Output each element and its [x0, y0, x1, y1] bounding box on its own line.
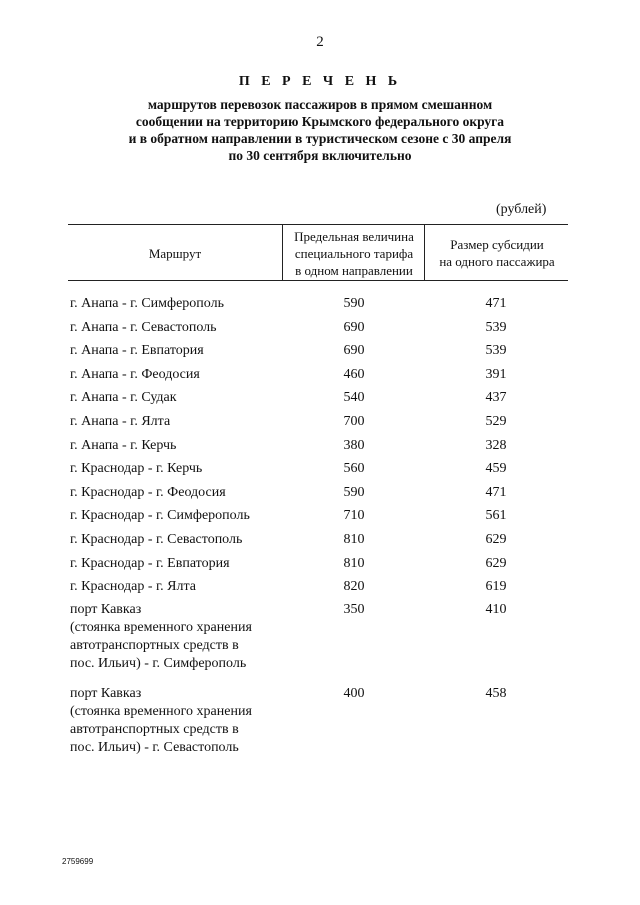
page-number: 2 [316, 34, 324, 50]
route-cell [70, 577, 284, 596]
header-tariff-line: в одном направлении [295, 262, 413, 278]
column-divider [282, 224, 283, 280]
route-line: автотранспортных средств в [70, 637, 239, 653]
tariff-cell: 810 [343, 555, 365, 571]
table-row [70, 530, 570, 549]
header-tariff-line: специального тарифа [294, 245, 414, 261]
table-row [70, 577, 570, 596]
table-row [70, 436, 570, 455]
table-row [70, 506, 570, 525]
table-row [70, 365, 570, 384]
tariff-cell: 690 [343, 343, 365, 359]
header-subsidy-line: на одного пассажира [439, 254, 555, 269]
route-line: (стоянка временного хранения [70, 619, 252, 635]
route-cell [70, 388, 284, 407]
route-line: пос. Ильич) - г. Симферополь [70, 655, 247, 671]
route-line: г. Анапа - г. Евпатория [70, 343, 204, 359]
subsidy-cell: 539 [485, 319, 507, 335]
tariff-cell: 460 [343, 366, 365, 382]
route-line: автотранспортных средств в [70, 721, 239, 737]
route-cell [70, 412, 284, 431]
route-line: г. Анапа - г. Керчь [70, 437, 177, 453]
tariff-cell: 400 [343, 685, 365, 701]
route-line: (стоянка временного хранения [70, 703, 252, 719]
column-divider [424, 224, 425, 280]
subsidy-cell: 437 [485, 390, 507, 406]
tariff-cell: 810 [343, 531, 365, 547]
route-cell [70, 436, 284, 455]
table-row [70, 412, 570, 431]
subtitle-line: и в обратном направлении в туристическом сезоне с 30 апреля [128, 131, 512, 146]
units-label: (рублей) [496, 202, 547, 217]
table-row [70, 459, 570, 478]
route-line: г. Анапа - г. Судак [70, 390, 177, 406]
route-line: г. Анапа - г. Ялта [70, 413, 171, 429]
subsidy-cell: 391 [485, 366, 507, 382]
subsidy-cell: 629 [485, 555, 507, 571]
route-line: г. Анапа - г. Симферополь [70, 296, 224, 311]
table-row [70, 685, 570, 757]
route-line: г. Краснодар - г. Севастополь [70, 531, 243, 547]
table-header-top-rule [68, 224, 568, 225]
header-route-label: Маршрут [148, 245, 202, 261]
route-cell [70, 554, 284, 573]
table-row [70, 318, 570, 337]
route-cell [70, 341, 284, 360]
tariff-cell: 590 [343, 296, 365, 311]
route-cell [70, 318, 284, 337]
route-line: г. Краснодар - г. Евпатория [70, 555, 230, 571]
header-subsidy-line: Размер субсидии [450, 237, 544, 252]
tariff-cell: 710 [343, 508, 365, 524]
route-cell [70, 294, 284, 313]
document-title: П Е Р Е Ч Е Н Ь [238, 74, 402, 89]
subsidy-cell: 328 [485, 437, 507, 453]
table-row [70, 483, 570, 502]
route-cell [70, 530, 284, 549]
subsidy-cell: 458 [485, 685, 507, 701]
route-line: г. Краснодар - г. Ялта [70, 579, 197, 595]
table-row [70, 341, 570, 360]
table-body [70, 294, 570, 769]
route-line: г. Краснодар - г. Керчь [70, 461, 203, 477]
route-line: г. Анапа - г. Севастополь [70, 319, 217, 335]
route-line: порт Кавказ [70, 685, 142, 701]
table-header-bottom-rule [68, 280, 568, 281]
subsidy-cell: 561 [485, 508, 507, 524]
route-line: г. Анапа - г. Феодосия [70, 366, 200, 382]
subsidy-cell: 539 [485, 343, 507, 359]
subtitle-line: по 30 сентября включительно [228, 148, 412, 163]
route-cell [70, 506, 284, 525]
subtitle-line: сообщении на территорию Крымского федерального округа [135, 114, 505, 129]
subsidy-cell: 471 [485, 296, 507, 311]
header-tariff-line: Предельная величина [294, 228, 414, 244]
route-line: пос. Ильич) - г. Севастополь [70, 739, 239, 755]
route-line: г. Краснодар - г. Феодосия [70, 484, 226, 500]
subsidy-cell: 459 [485, 461, 507, 477]
header-subsidy [426, 226, 568, 280]
tariff-cell: 820 [343, 579, 365, 595]
route-cell [70, 483, 284, 502]
route-cell [70, 459, 284, 478]
header-route [68, 226, 282, 280]
table-row [70, 294, 570, 313]
table-row [70, 601, 570, 673]
route-line: г. Краснодар - г. Симферополь [70, 508, 250, 524]
document-subtitle [60, 96, 580, 164]
subsidy-cell: 529 [485, 413, 507, 429]
subsidy-cell: 619 [485, 579, 507, 595]
tariff-cell: 350 [343, 601, 365, 617]
table-row [70, 388, 570, 407]
tariff-cell: 590 [343, 484, 365, 500]
header-tariff [284, 226, 424, 280]
tariff-cell: 560 [343, 461, 365, 477]
table-row [70, 554, 570, 573]
document-code: 2759699 [62, 857, 94, 866]
subsidy-cell: 410 [485, 601, 507, 617]
tariff-cell: 690 [343, 319, 365, 335]
route-line: порт Кавказ [70, 601, 142, 617]
tariff-cell: 540 [343, 390, 365, 406]
tariff-cell: 700 [343, 413, 365, 429]
subsidy-cell: 471 [485, 484, 507, 500]
tariff-cell: 380 [343, 437, 365, 453]
route-cell [70, 601, 284, 673]
route-cell [70, 685, 284, 757]
subsidy-cell: 629 [485, 531, 507, 547]
route-cell [70, 365, 284, 384]
subtitle-line: маршрутов перевозок пассажиров в прямом смешанном [147, 97, 493, 112]
